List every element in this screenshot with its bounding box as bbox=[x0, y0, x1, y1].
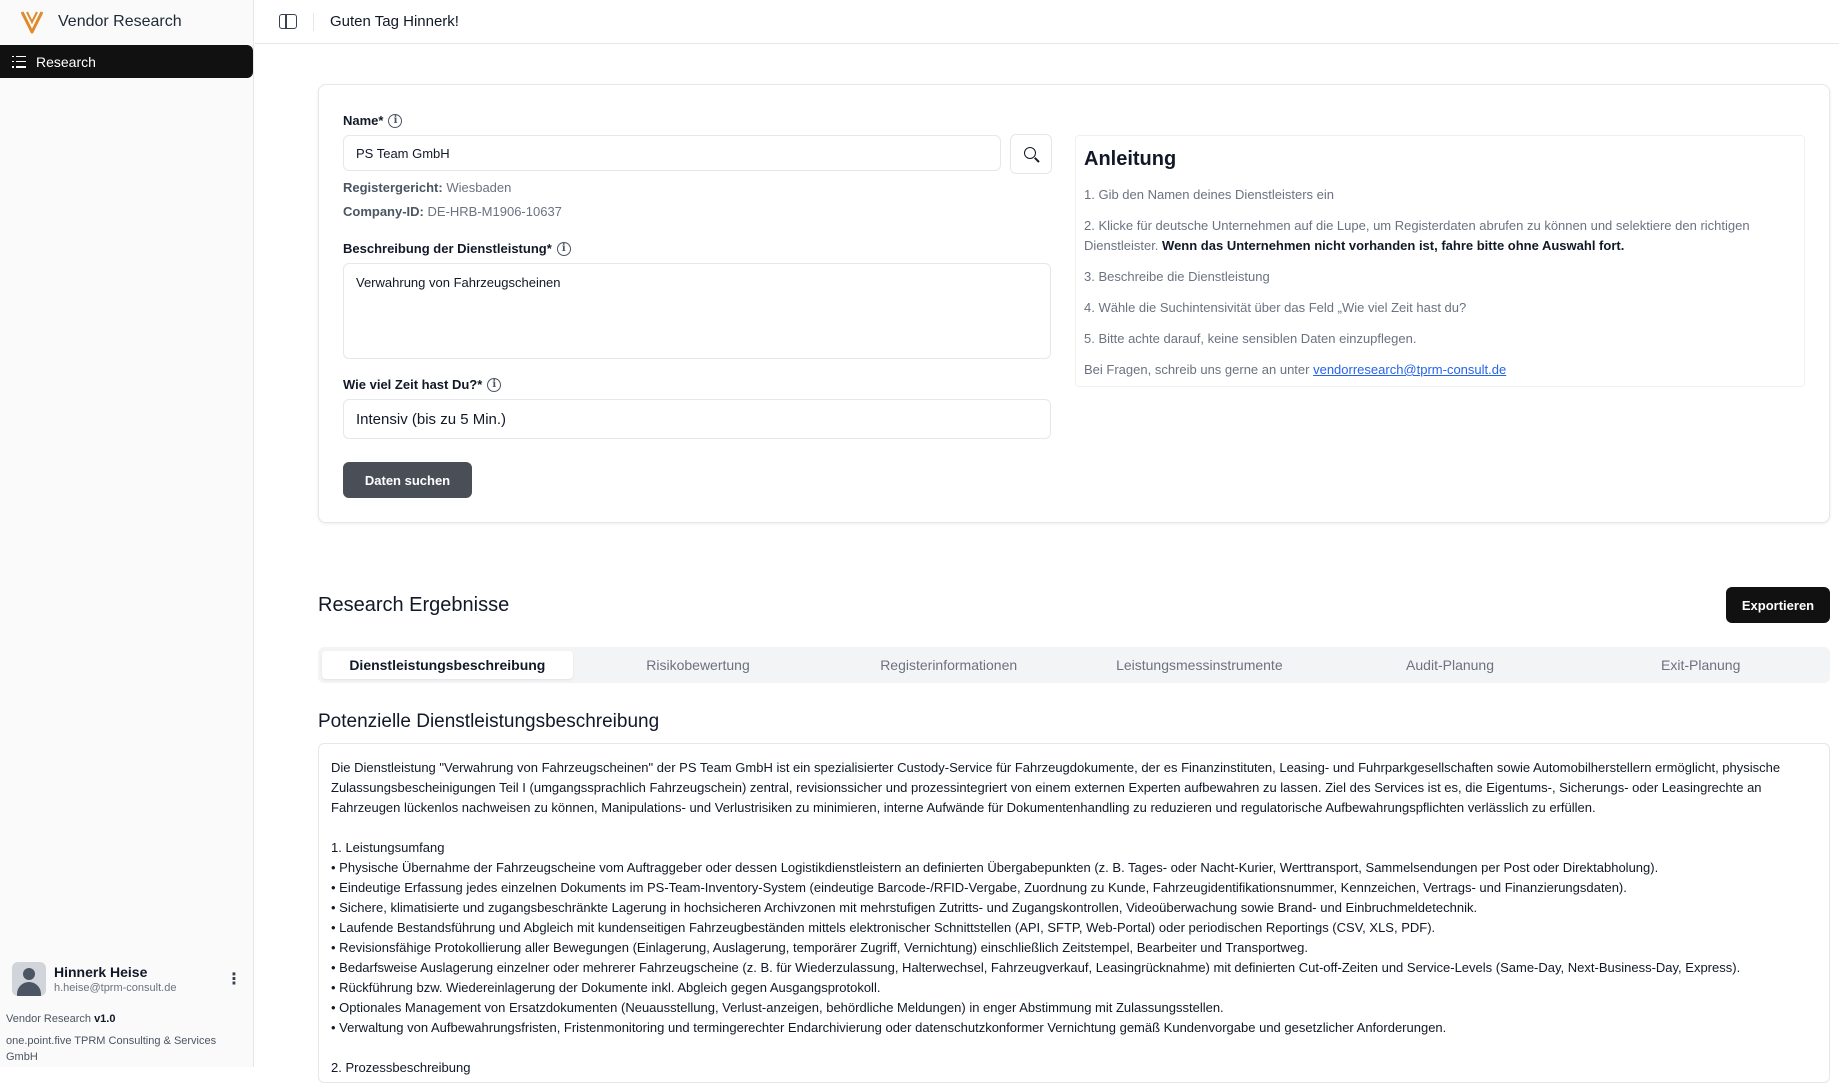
more-vertical-icon[interactable]: ⋮ bbox=[226, 971, 242, 988]
time-select[interactable] bbox=[343, 399, 1051, 439]
sidebar-item-label: Research bbox=[36, 53, 96, 70]
register-court-label: Registergericht: bbox=[343, 180, 443, 195]
list-item: • Bedarfsweise Auslagerung einzelner oder mehrerer Fahrzeugscheine (z. B. für Wiederzulassung, Halterwechsel, Fahrzeugverkauf, Leasingrücknahme) mit definierten Cut-off-Zeiten und Service-Levels (Same-Day, Next-Business-Day, Express). bbox=[331, 960, 1741, 975]
list-item: • Eindeutige Erfassung jedes einzelnen Dokuments im PS-Team-Inventory-System (eindeutige Barcode-/RFID-Vergabe, Zuordnung zu Kunde, Fahrzeugidentifikationsnummer, Kennzeichen, Vertrags- und Finanzierungsdaten). bbox=[331, 880, 1627, 895]
list-item: • Revisionsfähige Protokollierung aller Bewegungen (Einlagerung, Auslagerung, temporärer Zugriff, Vernichtung) einschließlich Zeitstempel, Bearbeiter und Transportweg. bbox=[331, 940, 1308, 955]
description-value: Verwahrung von Fahrzeugscheinen bbox=[356, 275, 561, 290]
name-label bbox=[343, 113, 402, 128]
list-item: • Rückführung bzw. Wiedereinlagerung der Dokumente inkl. Abgleich gegen Ausgangsprotokoll. bbox=[331, 980, 881, 995]
research-form-card bbox=[318, 84, 1830, 523]
process-heading: 2. Prozessbeschreibung bbox=[331, 1060, 471, 1075]
info-icon[interactable]: i bbox=[487, 378, 501, 392]
sidebar-toggle-icon[interactable] bbox=[279, 14, 297, 29]
contact-email-link[interactable]: vendorresearch@tprm-consult.de bbox=[1313, 362, 1507, 377]
section-title: Potenzielle Dienstleistungsbeschreibung bbox=[318, 711, 660, 732]
description-label-text: Beschreibung der Dienstleistung* bbox=[343, 241, 552, 256]
info-icon[interactable]: i bbox=[388, 114, 402, 128]
brand[interactable] bbox=[0, 0, 253, 44]
register-court-value: Wiesbaden bbox=[446, 180, 512, 195]
version-number: v1.0 bbox=[94, 1013, 116, 1025]
intro-paragraph: Die Dienstleistung "Verwahrung von Fahrzeugscheinen" der PS Team GmbH ist ein spezialisierter Custody-Service für Fahrzeugdokumente, der es Finanzinstituten, Leasing- und Fuhrparkgesellschaften sowie Automobilherstellern ermöglicht, physische Zulassungsbescheinigungen Teil I (umgangssprachlich Fahrzeugschein) zentral, revisionssicher und prozessintegriert von einem externen Experten aufbewahren zu lassen. Ziel des Services ist es, die Eigentums-, Sicherungs- oder Leasingrechte an Fahrzeugen lückenlos nachweisen zu können, Manipulations- und Verlustrisiken zu minimieren, interne Aufwände für Dokumentenhandling zu reduzieren und regulatorische Aufbewahrungspflichten verlässlich zu erfüllen. bbox=[331, 760, 1781, 815]
company-id bbox=[343, 204, 562, 219]
list-item: • Optionales Management von Ersatzdokumenten (Neuausstellung, Verlust-anzeigen, behördliche Meldungen) in enger Abstimmung mit Zulassungsstellen. bbox=[331, 1000, 1224, 1015]
instruction-step-2-text: 2. Klicke für deutsche Unternehmen auf die Lupe, um Registerdaten abrufen zu können und selektiere den richtigen Dienstleister. bbox=[1084, 218, 1750, 253]
greeting: Guten Tag Hinnerk! bbox=[330, 13, 459, 30]
instruction-step-4: 4. Wähle die Suchintensivität über das Feld „Wie viel Zeit hast du? bbox=[1084, 300, 1467, 315]
scope-heading: 1. Leistungsumfang bbox=[331, 840, 445, 855]
search-icon bbox=[1024, 147, 1036, 159]
search-data-button[interactable]: Daten suchen bbox=[343, 462, 472, 498]
contact-text: Bei Fragen, schreib uns gerne an unter bbox=[1084, 362, 1310, 377]
user-name: Hinnerk Heise bbox=[54, 964, 148, 980]
instruction-step-2-bold: Wenn das Unternehmen nicht vorhanden ist, fahre bitte ohne Auswahl fort. bbox=[1162, 238, 1625, 253]
topbar bbox=[255, 0, 1839, 44]
name-input-value: PS Team GmbH bbox=[356, 145, 450, 161]
contact-line bbox=[1084, 360, 1796, 380]
service-description-text[interactable] bbox=[318, 743, 1830, 1083]
company-id-value: DE-HRB-M1906-10637 bbox=[427, 204, 562, 219]
list-item: • Sichere, klimatisierte und zugangsbeschränkte Lagerung in hochsicheren Archivzonen mit mehrstufigen Zutritts- und Zugangskontrollen, Videoüberwachung sowie Brand- und Einbruchmeldetechnik. bbox=[331, 900, 1478, 915]
instruction-step-5: 5. Bitte achte darauf, keine sensiblen Daten einzupflegen. bbox=[1084, 331, 1417, 346]
sidebar-item-research[interactable] bbox=[0, 45, 253, 78]
list-item: • Laufende Bestandsführung und Abgleich mit kundenseitigen Fahrzeugbeständen mittels elektronischer Schnittstellen (API, SFTP, Web-Portal) oder periodischen Reportings (CSV, XLS, PDF). bbox=[331, 920, 1436, 935]
avatar bbox=[12, 962, 46, 996]
app-title: Vendor Research bbox=[58, 13, 182, 30]
time-select-value: Intensiv (bis zu 5 Min.) bbox=[356, 410, 507, 428]
tab-audit-planning[interactable]: Audit-Planung bbox=[1406, 657, 1494, 673]
user-email: h.heise@tprm-consult.de bbox=[54, 982, 177, 994]
tab-register-information[interactable]: Registerinformationen bbox=[880, 657, 1018, 673]
sidebar bbox=[0, 0, 254, 1067]
tab-exit-planning[interactable]: Exit-Planung bbox=[1661, 657, 1741, 673]
company-name: one.point.five TPRM Consulting & Services GmbH bbox=[6, 1035, 217, 1063]
company-id-label: Company-ID: bbox=[343, 204, 424, 219]
instruction-step-2 bbox=[1084, 216, 1796, 256]
results-title: Research Ergebnisse bbox=[318, 594, 510, 616]
user-profile[interactable] bbox=[12, 962, 242, 996]
list-item: • Verwaltung von Aufbewahrungsfristen, Fristenmonitoring und termingerechter Endarchivierung oder datenschutzkonformer Vernichtung gemäß Kundenvorgabe und gesetzlicher Anforderungen. bbox=[331, 1020, 1447, 1035]
time-label-text: Wie viel Zeit hast Du?* bbox=[343, 377, 483, 392]
search-button[interactable] bbox=[1010, 134, 1052, 174]
description-label bbox=[343, 241, 571, 256]
version-label: Vendor Research bbox=[6, 1013, 91, 1025]
name-label-text: Name* bbox=[343, 113, 384, 128]
divider bbox=[313, 13, 314, 31]
instructions-panel bbox=[1075, 135, 1805, 387]
version-info bbox=[6, 1013, 115, 1025]
results-tabs bbox=[318, 647, 1830, 683]
logo-icon bbox=[18, 8, 46, 36]
instructions-title: Anleitung bbox=[1084, 148, 1177, 170]
description-textarea[interactable] bbox=[343, 263, 1051, 359]
tab-performance-metrics[interactable]: Leistungsmessinstrumente bbox=[1116, 657, 1283, 673]
export-button[interactable]: Exportieren bbox=[1726, 587, 1830, 623]
tab-risk-assessment[interactable]: Risikobewertung bbox=[646, 657, 750, 673]
instruction-step-1: 1. Gib den Namen deines Dienstleisters ein bbox=[1084, 187, 1335, 202]
tab-service-description[interactable]: Dienstleistungsbeschreibung bbox=[322, 651, 573, 679]
list-item: • Physische Übernahme der Fahrzeugscheine vom Auftraggeber oder dessen Logistikdienstleistern an definierten Übergabepunkten (z. B. Tages- oder Nacht-Kurier, Werttransport, Sammelsendungen per Post oder Direktabholung). bbox=[331, 860, 1659, 875]
info-icon[interactable]: i bbox=[557, 242, 571, 256]
time-label bbox=[343, 377, 501, 392]
list-icon bbox=[12, 56, 26, 68]
register-court bbox=[343, 180, 511, 195]
name-input[interactable] bbox=[343, 135, 1001, 171]
instruction-step-3: 3. Beschreibe die Dienstleistung bbox=[1084, 269, 1270, 284]
